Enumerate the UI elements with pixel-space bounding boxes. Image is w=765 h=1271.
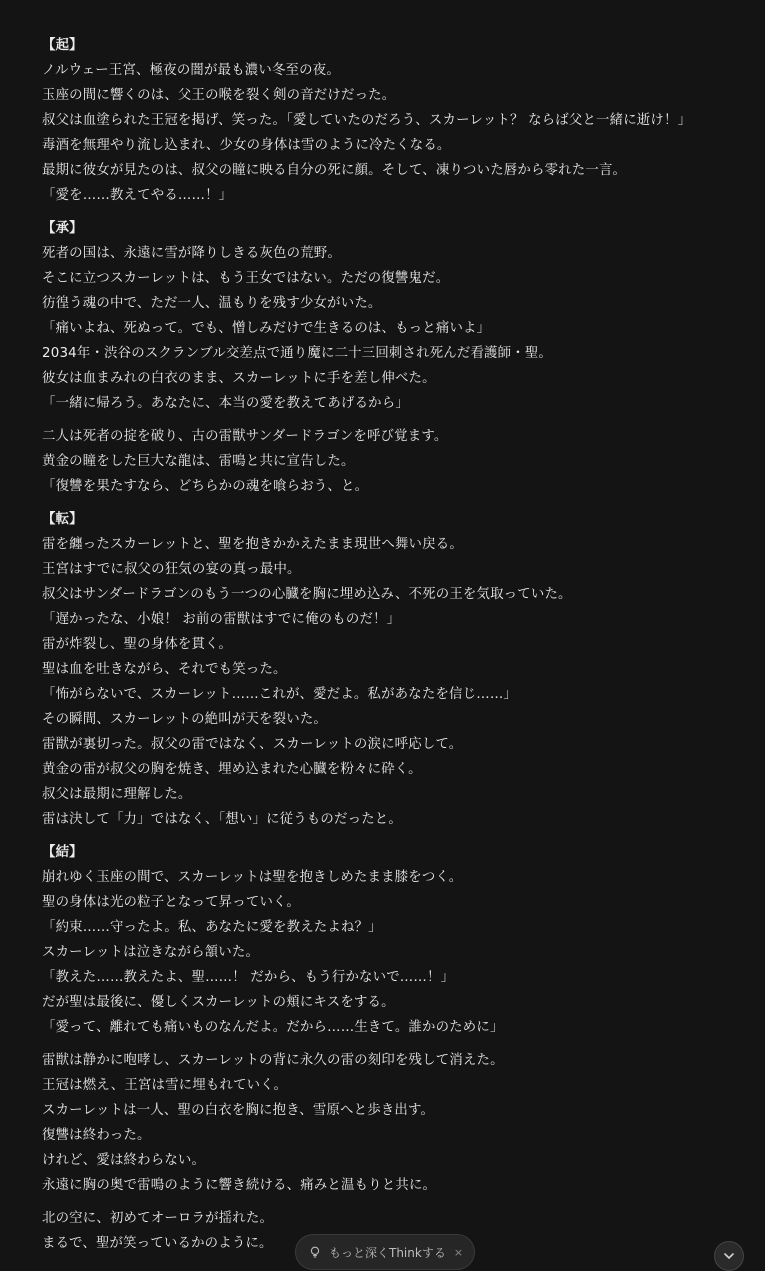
story-line: 叔父は最期に理解した。 [42, 787, 192, 802]
story-section [42, 216, 742, 499]
story-line: 聖の身体は光の粒子となって昇っていく。 [42, 895, 300, 910]
story-line: 王冠は燃え、王宮は雪に埋もれていく。 [42, 1078, 288, 1093]
section-heading: 【結】 [42, 845, 83, 860]
story-line: 永遠に胸の奥で雷鳴のように響き続ける、痛みと温もりと共に。 [42, 1178, 437, 1193]
story-line: 「愛って、離れても痛いものなんだよ。だから……生きて。誰かのために」 [42, 1020, 504, 1035]
section-heading: 【起】 [42, 38, 83, 53]
story-line: 雷を纏ったスカーレットと、聖を抱きかかえたまま現世へ舞い戻る。 [42, 537, 463, 552]
story-line: その瞬間、スカーレットの絶叫が天を裂いた。 [42, 712, 327, 727]
story-line: 王宮はすでに叔父の狂気の宴の真っ最中。 [42, 562, 301, 577]
story-paragraph [42, 58, 742, 208]
story-line: 雷が炸裂し、聖の身体を貫く。 [42, 637, 232, 652]
story-line: 「遅かったな、小娘！ お前の雷獣はすでに俺のものだ！」 [42, 612, 401, 627]
story-line: 崩れゆく玉座の間で、スカーレットは聖を抱きしめたまま膝をつく。 [42, 870, 463, 885]
think-deeper-button[interactable] [295, 1234, 475, 1270]
story-line: 復讐は終わった。 [42, 1128, 151, 1143]
story-line: まるで、聖が笑っているかのように。 [42, 1236, 273, 1251]
story-line: 彷徨う魂の中で、ただ一人、温もりを残す少女がいた。 [42, 296, 382, 311]
story-line: 雷獣は静かに咆哮し、スカーレットの背に永久の雷の刻印を残して消えた。 [42, 1053, 504, 1068]
story-paragraph [42, 241, 742, 416]
story-line: けれど、愛は終わらない。 [42, 1153, 206, 1168]
story-line: 最期に彼女が見たのは、叔父の瞳に映る自分の死に顔。そして、凍りついた唇から零れた一言。 [42, 163, 627, 178]
story-line: 「怖がらないで、スカーレット……これが、愛だよ。私があなたを信じ……」 [42, 687, 517, 702]
story-body [42, 33, 742, 1264]
story-line: 「教えた……教えたよ、聖……！ だから、もう行かないで……！」 [42, 970, 455, 985]
story-paragraph [42, 1048, 742, 1198]
story-line: 叔父はサンダードラゴンのもう一つの心臓を胸に埋め込み、不死の王を気取っていた。 [42, 587, 572, 602]
story-line: ノルウェー王宮、極夜の闇が最も濃い冬至の夜。 [42, 63, 340, 78]
story-line: 黄金の雷が叔父の胸を焼き、埋め込まれた心臓を粉々に砕く。 [42, 762, 422, 777]
chevron-down-icon [722, 1249, 736, 1263]
story-line: 「復讐を果たすなら、どちらかの魂を喰らおう、と。 [42, 479, 369, 494]
story-line: そこに立つスカーレットは、もう王女ではない。ただの復讐鬼だ。 [42, 271, 450, 286]
story-line: 「痛いよね、死ぬって。でも、憎しみだけで生きるのは、もっと痛いよ」 [42, 321, 491, 336]
scroll-to-bottom-button[interactable] [714, 1241, 744, 1271]
story-line: 「約束……守ったよ。私、あなたに愛を教えたよね？」 [42, 920, 382, 935]
story-line: 「一緒に帰ろう。あなたに、本当の愛を教えてあげるから」 [42, 396, 409, 411]
story-line: 2034年・渋谷のスクランブル交差点で通り魔に二十三回刺され死んだ看護師・聖。 [42, 346, 553, 361]
lightbulb-icon [309, 1246, 321, 1258]
story-section [42, 33, 742, 208]
story-line: 叔父は血塗られた王冠を掲げ、笑った。「愛していたのだろう、スカーレット？ ならば父と一緒に逝け！」 [42, 113, 692, 128]
story-section [42, 507, 742, 832]
section-heading: 【承】 [42, 221, 83, 236]
story-line: だが聖は最後に、優しくスカーレットの頬にキスをする。 [42, 995, 395, 1010]
story-section [42, 840, 742, 1256]
story-paragraph [42, 532, 742, 832]
story-line: スカーレットは泣きながら頷いた。 [42, 945, 260, 960]
think-deeper-label: もっと深くThinkする [329, 1245, 446, 1260]
story-line: 死者の国は、永遠に雪が降りしきる灰色の荒野。 [42, 246, 341, 261]
story-line: 雷獣が裏切った。叔父の雷ではなく、スカーレットの涙に呼応して。 [42, 737, 463, 752]
story-line: 雷は決して「力」ではなく、「想い」に従うものだったと。 [42, 812, 402, 827]
story-line: 聖は血を吐きながら、それでも笑った。 [42, 662, 287, 677]
section-heading: 【転】 [42, 512, 83, 527]
story-paragraph [42, 424, 742, 499]
story-line: 二人は死者の掟を破り、古の雷獣サンダードラゴンを呼び覚ます。 [42, 429, 448, 444]
story-line: 彼女は血まみれの白衣のまま、スカーレットに手を差し伸べた。 [42, 371, 436, 386]
story-line: 北の空に、初めてオーロラが揺れた。 [42, 1211, 274, 1226]
story-line: 玉座の間に響くのは、父王の喉を裂く剣の音だけだった。 [42, 88, 396, 103]
story-line: 黄金の瞳をした巨大な龍は、雷鳴と共に宣告した。 [42, 454, 355, 469]
close-icon[interactable]: × [453, 1245, 464, 1259]
story-paragraph [42, 865, 742, 1040]
story-line: 毒酒を無理やり流し込まれ、少女の身体は雪のように冷たくなる。 [42, 138, 451, 153]
story-line: スカーレットは一人、聖の白衣を胸に抱き、雪原へと歩き出す。 [42, 1103, 435, 1118]
story-line: 「愛を……教えてやる……！」 [42, 188, 233, 203]
